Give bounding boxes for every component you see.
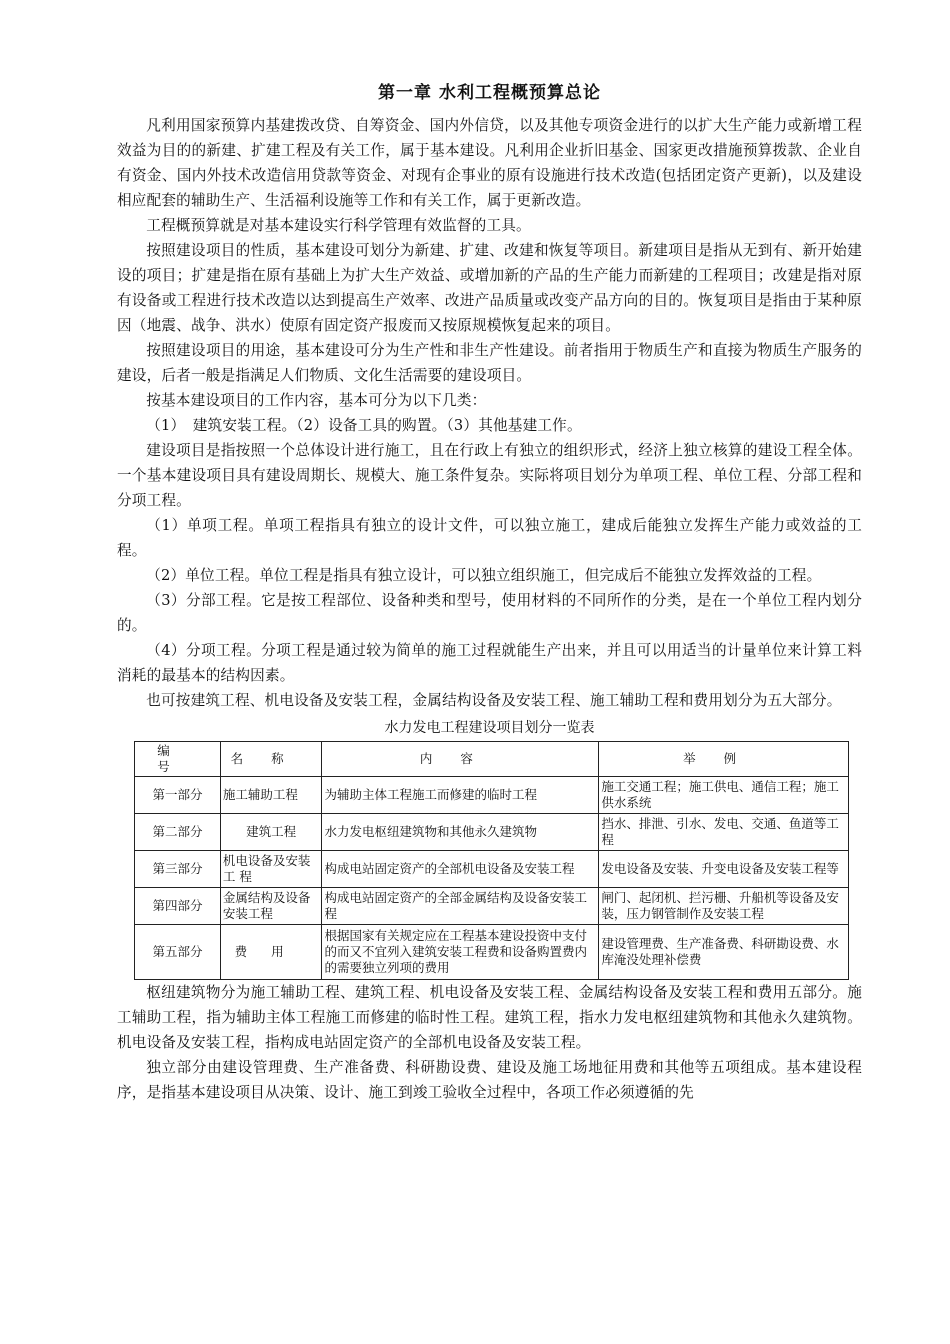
chapter-title: 第一章 水利工程概预算总论: [378, 83, 601, 103]
paragraph: 凡利用国家预算内基建拨改贷、自筹资金、国内外信贷，以及其他专项资金进行的以扩大生产能力或新增工程效益为目的的新建、扩建工程及有关工作，属于基本建设。凡利用企业折旧基金、国家更改措施预算拨款、企业自有资金、国内外技术改造信用贷款等资金、对现有企事业的原有设施进行技术改造(包括团定资产更新)，以及建设相应配套的辅助生产、生活福利设施等工作和有关工作，属于更新改造。: [117, 117, 862, 209]
header-name: 名称: [220, 742, 322, 777]
cell-number: 第一部分: [135, 777, 221, 814]
cell-name: 建筑工程: [220, 814, 322, 851]
cell-number: 第四部分: [135, 888, 221, 925]
paragraph: 枢纽建筑物分为施工辅助工程、建筑工程、机电设备及安装工程、金属结构设备及安装工程和费用五部分。施工辅助工程，指为辅助主体工程施工而修建的临时性工程。建筑工程，指水力发电枢纽建筑物和其他永久建筑物。机电设备及安装工程，指构成电站固定资产的全部机电设备及安装工程。: [117, 984, 862, 1051]
paragraph: 建设项目是指按照一个总体设计进行施工，且在行政上有独立的组织形式，经济上独立核算的建设工程全体。一个基本建设项目具有建设周期长、规模大、施工条件复杂。实际将项目划分为单项工程、单位工程、分部工程和分项工程。: [117, 442, 862, 509]
table-caption: 水力发电工程建设项目划分一览表: [384, 720, 595, 736]
paragraph: 按基本建设项目的工作内容，基本可分为以下几类：: [146, 392, 487, 409]
cell-example: 施工交通工程；施工供电、通信工程；施工供水系统: [599, 777, 849, 814]
list-paragraph: （2）单位工程。单位工程是指具有独立设计，可以独立组织施工，但完成后不能独立发挥效益的工程。: [146, 567, 822, 584]
table-row: [135, 888, 849, 925]
cell-name: 机电设备及安装工 程: [220, 851, 322, 888]
paragraph: 独立部分由建设管理费、生产准备费、科研勘设费、建设及施工场地征用费和其他等五项组成。基本建设程序，是指基本建设项目从决策、设计、施工到竣工验收全过程中，各项工作必须遵循的先: [117, 1059, 862, 1101]
list-paragraph: （1）单项工程。单项工程指具有独立的设计文件，可以独立施工，建成后能独立发挥生产能力或效益的工程。: [117, 517, 862, 559]
cell-content: 构成电站固定资产的全部金属结构及设备安装工程: [322, 888, 599, 925]
paragraph: 工程概预算就是对基本建设实行科学管理有效监督的工具。: [146, 217, 531, 234]
cell-number: 第五部分: [135, 925, 221, 980]
cell-example: 闸门、起闭机、拦污栅、升船机等设备及安装，压力钢管制作及安装工程: [599, 888, 849, 925]
paragraph: 按照建设项目的用途，基本建设可分为生产性和非生产性建设。前者指用于物质生产和直接为物质生产服务的建设，后者一般是指满足人们物质、文化生活需要的建设项目。: [117, 342, 862, 384]
cell-number: 第二部分: [135, 814, 221, 851]
cell-example: 挡水、排泄、引水、发电、交通、鱼道等工程: [599, 814, 849, 851]
header-number: 编号: [135, 742, 221, 777]
cell-example: 发电设备及安装、升变电设备及安装工程等: [599, 851, 849, 888]
header-content: 内容: [322, 742, 599, 777]
paragraph: 也可按建筑工程、机电设备及安装工程，金属结构设备及安装工程、施工辅助工程和费用划分为五大部分。: [146, 692, 842, 709]
cell-name: 金属结构及设备安装工程: [220, 888, 322, 925]
cell-example: 建设管理费、生产准备费、科研勘设费、水库淹没处理补偿费: [599, 925, 849, 980]
table-row: [135, 814, 849, 851]
list-paragraph: （1） 建筑安装工程。（2）设备工具的购置。（3）其他基建工作。: [146, 417, 582, 434]
list-paragraph: （3）分部工程。它是按工程部位、设备种类和型号，使用材料的不同所作的分类，是在一个单位工程内划分的。: [117, 592, 862, 634]
table-row: [135, 925, 849, 980]
cell-name: 施工辅助工程: [220, 777, 322, 814]
cell-content: 为辅助主体工程施工而修建的临时工程: [322, 777, 599, 814]
paragraph: 按照建设项目的性质，基本建设可划分为新建、扩建、改建和恢复等项目。新建项目是指从无到有、新开始建设的项目；扩建是指在原有基础上为扩大生产效益、或增加新的产品的生产能力而新建的工程项目；改建是指对原有设备或工程进行技术改造以达到提高生产效率、改进产品质量或改变产品方向的目的。恢复项目是指由于某种原因（地震、战争、洪水）使原有固定资产报废而又按原规模恢复起来的项目。: [117, 242, 862, 334]
table-header-row: [135, 742, 849, 777]
cell-number: 第三部分: [135, 851, 221, 888]
header-example: 举例: [599, 742, 849, 777]
project-division-table: [134, 741, 849, 980]
table-row: [135, 777, 849, 814]
cell-content: 水力发电枢纽建筑物和其他永久建筑物: [322, 814, 599, 851]
cell-content: 构成电站固定资产的全部机电设备及安装工程: [322, 851, 599, 888]
cell-content: 根据国家有关规定应在工程基本建设投资中支付的而又不宜列入建筑安装工程费和设备购置费内的需要独立列项的费用: [322, 925, 599, 980]
cell-name: 费用: [220, 925, 322, 980]
document-page: [117, 78, 862, 1105]
table-row: [135, 851, 849, 888]
list-paragraph: （4）分项工程。分项工程是通过较为简单的施工过程就能生产出来，并且可以用适当的计量单位来计算工料消耗的最基本的结构因素。: [117, 642, 862, 684]
